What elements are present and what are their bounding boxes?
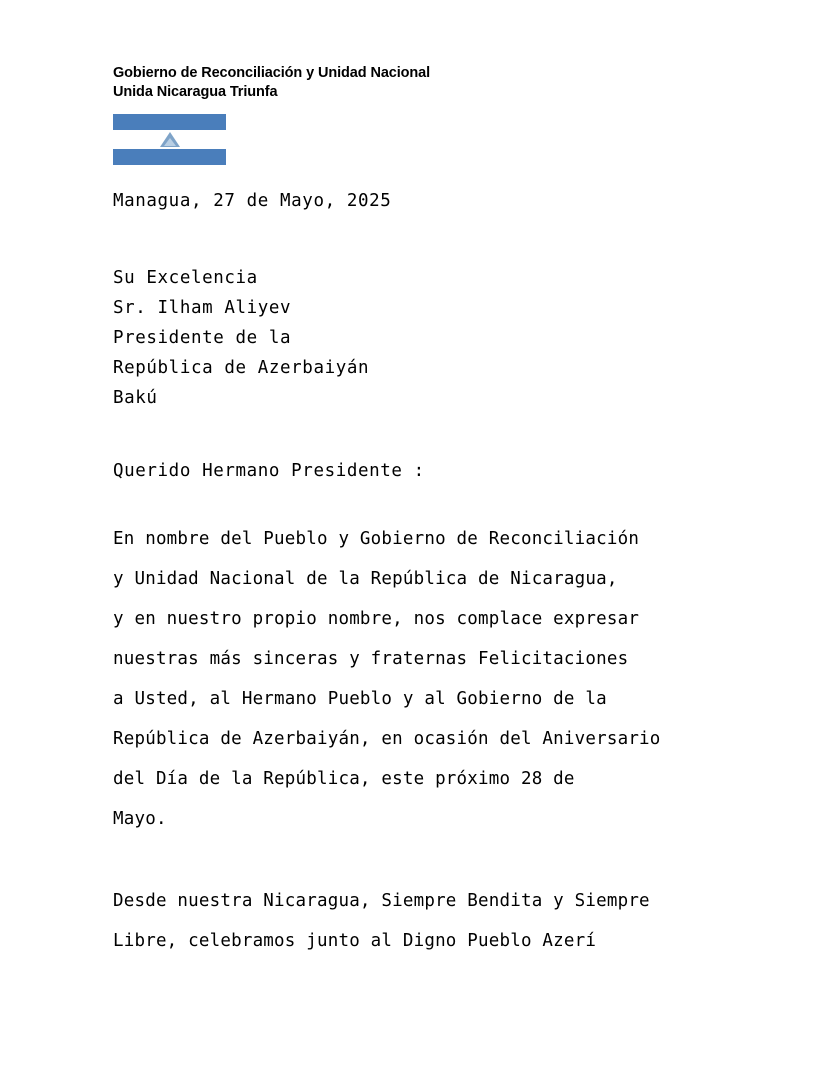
letterhead-line-1: Gobierno de Reconciliación y Unidad Nacional [113, 65, 431, 81]
paragraph-line: Libre, celebramos junto al Digno Pueblo Azerí [113, 931, 597, 951]
paragraph-line: a Usted, al Hermano Pueblo y al Gobierno de la [113, 689, 607, 709]
paragraph-line: del Día de la República, este próximo 28 de [113, 769, 575, 789]
salutation: Querido Hermano Presidente : [113, 461, 425, 481]
addressee-block [113, 263, 733, 413]
paragraph-line: Desde nuestra Nicaragua, Siempre Bendita y Siempre [113, 891, 650, 911]
flag-emblem-icon [160, 131, 180, 148]
flag-band-top [113, 114, 226, 130]
flag-band-bottom [113, 149, 226, 165]
addressee-line: Bakú [113, 388, 158, 408]
letterhead [113, 64, 733, 102]
addressee-line: Sr. Ilham Aliyev [113, 298, 292, 318]
paragraph-line: República de Azerbaiyán, en ocasión del Aniversario [113, 729, 661, 749]
flag-emblem-inner-triangle [164, 138, 176, 146]
paragraph-line: Mayo. [113, 809, 167, 829]
nicaragua-flag-icon [113, 114, 226, 165]
paragraph-line: y Unidad Nacional de la República de Nicaragua, [113, 569, 618, 589]
date-line: Managua, 27 de Mayo, 2025 [113, 191, 392, 211]
document-content [113, 64, 733, 961]
paragraph-line: En nombre del Pueblo y Gobierno de Reconciliación [113, 529, 640, 549]
paragraph-1 [113, 519, 713, 839]
paragraph-line: nuestras más sinceras y fraternas Felicitaciones [113, 649, 629, 669]
addressee-line: Su Excelencia [113, 268, 258, 288]
addressee-line: República de Azerbaiyán [113, 358, 370, 378]
paragraph-line: y en nuestro propio nombre, nos complace expresar [113, 609, 640, 629]
paragraph-2 [113, 881, 713, 961]
addressee-line: Presidente de la [113, 328, 292, 348]
letterhead-line-2: Unida Nicaragua Triunfa [113, 84, 278, 100]
